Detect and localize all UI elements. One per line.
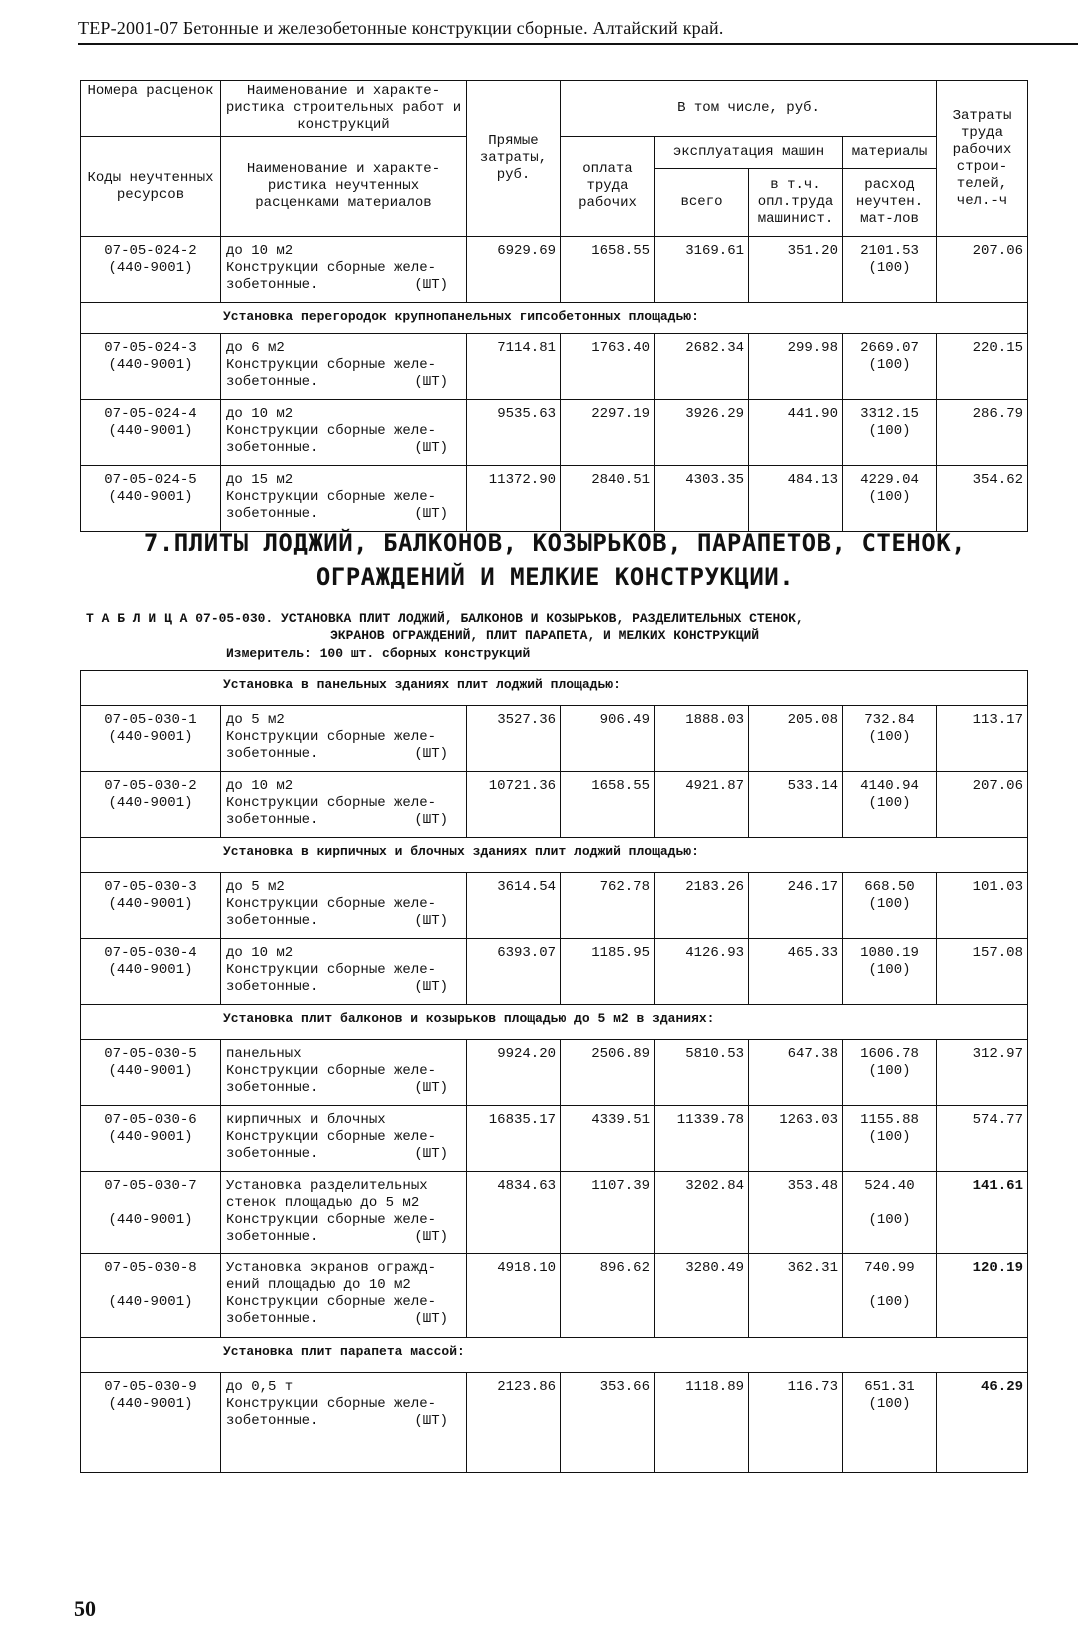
resource-code: (440-9001) [108, 1129, 193, 1145]
material-qty: (100) [868, 1129, 911, 1145]
machinist-pay: 353.48 [749, 1172, 843, 1254]
header-including: В том числе, руб. [561, 81, 937, 137]
labor-hours: 46.29 [937, 1373, 1028, 1473]
direct-cost: 10721.36 [467, 772, 561, 838]
section-title-line1: 7.ПЛИТЫ ЛОДЖИЙ, БАЛКОНОВ, КОЗЫРЬКОВ, ПАРАПЕТОВ, СТЕНОК, [143, 529, 967, 557]
work-name-cont: ений площадью до 10 м2 [226, 1277, 411, 1293]
rate-code: 07-05-030-1 [104, 712, 197, 728]
rate-code: 07-05-030-7 [104, 1178, 197, 1194]
material-name: Конструкции сборные желе- [226, 489, 437, 505]
direct-cost: 6929.69 [467, 237, 561, 303]
subheading: Установка плит парапета массой: [81, 1338, 1028, 1373]
work-name: до 5 м2 [226, 879, 285, 895]
table-row [81, 772, 1028, 838]
resource-code: (440-9001) [108, 962, 193, 978]
subheading: Установка плит балконов и козырьков площадью до 5 м2 в зданиях: [81, 1005, 1028, 1040]
materials-cost: 651.31 [864, 1379, 915, 1395]
unit: (ШТ) [414, 1311, 448, 1327]
material-qty: (100) [868, 795, 911, 811]
machine-total: 1888.03 [655, 706, 749, 772]
work-name: до 10 м2 [226, 945, 294, 961]
material-name: Конструкции сборные желе- [226, 1129, 437, 1145]
direct-cost: 16835.17 [467, 1106, 561, 1172]
worker-pay: 1107.39 [561, 1172, 655, 1254]
bottom-rate-table [80, 670, 1028, 1473]
materials-cost: 668.50 [864, 879, 915, 895]
worker-pay: 762.78 [561, 873, 655, 939]
machine-total: 3280.49 [655, 1254, 749, 1338]
work-name: кирпичных и блочных [226, 1112, 386, 1128]
resource-code: (440-9001) [108, 260, 193, 276]
labor-hours: 101.03 [937, 873, 1028, 939]
table-row [81, 334, 1028, 400]
rate-code: 07-05-030-2 [104, 778, 197, 794]
machine-total: 3169.61 [655, 237, 749, 303]
machine-total: 2682.34 [655, 334, 749, 400]
header-materials: материалы [843, 137, 937, 169]
rate-code: 07-05-024-5 [104, 472, 197, 488]
subheading: Установка в кирпичных и блочных зданиях плит лоджий площадью: [81, 838, 1028, 873]
materials-cost: 740.99 [864, 1260, 915, 1276]
section-title-line2: ОГРАЖДЕНИЙ И МЕЛКИЕ КОНСТРУКЦИИ. [315, 563, 795, 591]
worker-pay: 2506.89 [561, 1040, 655, 1106]
worker-pay: 896.62 [561, 1254, 655, 1338]
resource-code: (440-9001) [108, 489, 193, 505]
machinist-pay: 1263.03 [749, 1106, 843, 1172]
material-qty: (100) [868, 1294, 911, 1310]
material-name-cont: зобетонные. [226, 374, 319, 390]
worker-pay: 4339.51 [561, 1106, 655, 1172]
resource-code: (440-9001) [108, 1294, 193, 1310]
labor-hours: 141.61 [937, 1172, 1028, 1254]
machine-total: 3202.84 [655, 1172, 749, 1254]
rate-code: 07-05-030-3 [104, 879, 197, 895]
machine-total: 3926.29 [655, 400, 749, 466]
rate-code: 07-05-024-3 [104, 340, 197, 356]
work-name: до 15 м2 [226, 472, 294, 488]
material-name-cont: зобетонные. [226, 1146, 319, 1162]
labor-hours: 286.79 [937, 400, 1028, 466]
worker-pay: 1658.55 [561, 237, 655, 303]
machinist-pay: 441.90 [749, 400, 843, 466]
machine-total: 4921.87 [655, 772, 749, 838]
unit: (ШТ) [414, 1146, 448, 1162]
material-name-cont: зобетонные. [226, 1080, 319, 1096]
work-name: Установка разделительных [226, 1178, 428, 1194]
direct-cost: 2123.86 [467, 1373, 561, 1473]
subheading: Установка перегородок крупнопанельных гипсобетонных площадью: [81, 303, 1028, 334]
unit: (ШТ) [414, 1080, 448, 1096]
materials-cost: 732.84 [864, 712, 915, 728]
resource-code: (440-9001) [108, 729, 193, 745]
direct-cost: 11372.90 [467, 466, 561, 532]
table-caption-line2: ЭКРАНОВ ОГРАЖДЕНИЙ, ПЛИТ ПАРАПЕТА, И МЕЛКИХ КОНСТРУКЦИЙ [330, 628, 760, 643]
labor-hours: 120.19 [937, 1254, 1028, 1338]
page-number: 50 [74, 1596, 96, 1621]
direct-cost: 6393.07 [467, 939, 561, 1005]
material-qty: (100) [868, 1063, 911, 1079]
machine-total: 5810.53 [655, 1040, 749, 1106]
unit: (ШТ) [414, 1229, 448, 1245]
labor-hours: 574.77 [937, 1106, 1028, 1172]
machinist-pay: 465.33 [749, 939, 843, 1005]
direct-cost: 9924.20 [467, 1040, 561, 1106]
running-header: ТЕР-2001-07 Бетонные и железобетонные конструкции сборные. Алтайский край. [78, 18, 1078, 45]
unit: (ШТ) [414, 277, 448, 293]
material-qty: (100) [868, 729, 911, 745]
labor-hours: 207.06 [937, 772, 1028, 838]
resource-code: (440-9001) [108, 1396, 193, 1412]
labor-hours: 113.17 [937, 706, 1028, 772]
resource-code: (440-9001) [108, 423, 193, 439]
rate-code: 07-05-024-4 [104, 406, 197, 422]
work-name: до 5 м2 [226, 712, 285, 728]
labor-hours: 220.15 [937, 334, 1028, 400]
table-row [81, 706, 1028, 772]
material-qty: (100) [868, 1212, 911, 1228]
machinist-pay: 362.31 [749, 1254, 843, 1338]
table-row [81, 237, 1028, 303]
materials-cost: 4140.94 [860, 778, 919, 794]
material-name-cont: зобетонные. [226, 746, 319, 762]
table-caption-line1: Т А Б Л И Ц А 07-05-030. УСТАНОВКА ПЛИТ ЛОДЖИЙ, БАЛКОНОВ И КОЗЫРЬКОВ, РАЗДЕЛИТЕЛЬНЫХ СТЕНОК, [86, 611, 804, 626]
machine-total: 4303.35 [655, 466, 749, 532]
unit: (ШТ) [414, 812, 448, 828]
material-name: Конструкции сборные желе- [226, 795, 437, 811]
direct-cost: 3527.36 [467, 706, 561, 772]
material-qty: (100) [868, 962, 911, 978]
resource-code: (440-9001) [108, 1063, 193, 1079]
work-name: до 0,5 т [226, 1379, 294, 1395]
material-qty: (100) [868, 896, 911, 912]
table-row [81, 1040, 1028, 1106]
header-direct-costs: Прямые затраты, руб. [467, 81, 561, 237]
table-row [81, 1106, 1028, 1172]
work-name-cont: стенок площадью до 5 м2 [226, 1195, 420, 1211]
header-machine-use: эксплуатация машин [655, 137, 843, 169]
materials-cost: 1155.88 [860, 1112, 919, 1128]
top-rate-table [80, 80, 1028, 532]
machinist-pay: 351.20 [749, 237, 843, 303]
material-name: Конструкции сборные желе- [226, 896, 437, 912]
materials-cost: 2669.07 [860, 340, 919, 356]
material-qty: (100) [868, 423, 911, 439]
worker-pay: 1658.55 [561, 772, 655, 838]
material-name: Конструкции сборные желе- [226, 729, 437, 745]
materials-cost: 1606.78 [860, 1046, 919, 1062]
resource-code: (440-9001) [108, 1212, 193, 1228]
rate-code: 07-05-030-6 [104, 1112, 197, 1128]
header-material-name: Наименование и характе-ристика неучтенных расценками материалов [221, 137, 467, 237]
table-row [81, 873, 1028, 939]
rate-code: 07-05-030-5 [104, 1046, 197, 1062]
material-name-cont: зобетонные. [226, 979, 319, 995]
machine-total: 2183.26 [655, 873, 749, 939]
labor-hours: 157.08 [937, 939, 1028, 1005]
table-row [81, 939, 1028, 1005]
unit: (ШТ) [414, 1413, 448, 1429]
materials-cost: 4229.04 [860, 472, 919, 488]
material-name: Конструкции сборные желе- [226, 1063, 437, 1079]
unit: (ШТ) [414, 374, 448, 390]
work-name: панельных [226, 1046, 302, 1062]
materials-cost: 3312.15 [860, 406, 919, 422]
material-name-cont: зобетонные. [226, 506, 319, 522]
machinist-pay: 246.17 [749, 873, 843, 939]
machinist-pay: 205.08 [749, 706, 843, 772]
work-name: до 6 м2 [226, 340, 285, 356]
work-name: Установка экранов огражд- [226, 1260, 437, 1276]
table-row [81, 1373, 1028, 1473]
material-qty: (100) [868, 357, 911, 373]
unit: (ШТ) [414, 506, 448, 522]
work-name: до 10 м2 [226, 406, 294, 422]
materials-cost: 524.40 [864, 1178, 915, 1194]
rate-code: 07-05-030-4 [104, 945, 197, 961]
material-name-cont: зобетонные. [226, 1229, 319, 1245]
unit: (ШТ) [414, 979, 448, 995]
direct-cost: 3614.54 [467, 873, 561, 939]
header-labor-costs: Затраты труда рабочих строи-телей, чел.-ч [937, 81, 1028, 237]
header-machine-total: всего [655, 169, 749, 237]
worker-pay: 1185.95 [561, 939, 655, 1005]
resource-code: (440-9001) [108, 357, 193, 373]
subheading: Установка в панельных зданиях плит лоджий площадью: [81, 671, 1028, 706]
labor-hours: 312.97 [937, 1040, 1028, 1106]
resource-code: (440-9001) [108, 795, 193, 811]
header-work-name: Наименование и характе-ристика строительных работ и конструкций [221, 81, 467, 137]
material-name: Конструкции сборные желе- [226, 1294, 437, 1310]
materials-cost: 1080.19 [860, 945, 919, 961]
material-name: Конструкции сборные желе- [226, 1212, 437, 1228]
machine-total: 11339.78 [655, 1106, 749, 1172]
material-qty: (100) [868, 1396, 911, 1412]
table-row [81, 466, 1028, 532]
material-name: Конструкции сборные желе- [226, 1396, 437, 1412]
direct-cost: 7114.81 [467, 334, 561, 400]
material-name-cont: зобетонные. [226, 440, 319, 456]
worker-pay: 906.49 [561, 706, 655, 772]
header-material-usage: расход неучтен. мат-лов [843, 169, 937, 237]
material-qty: (100) [868, 489, 911, 505]
material-name: Конструкции сборные желе- [226, 423, 437, 439]
direct-cost: 4918.10 [467, 1254, 561, 1338]
material-name-cont: зобетонные. [226, 913, 319, 929]
rate-code: 07-05-030-8 [104, 1260, 197, 1276]
rate-code: 07-05-024-2 [104, 243, 197, 259]
measure-unit: Измеритель: 100 шт. сборных конструкций [226, 646, 531, 661]
material-name: Конструкции сборные желе- [226, 357, 437, 373]
work-name: до 10 м2 [226, 778, 294, 794]
unit: (ШТ) [414, 913, 448, 929]
direct-cost: 4834.63 [467, 1172, 561, 1254]
machinist-pay: 647.38 [749, 1040, 843, 1106]
labor-hours: 354.62 [937, 466, 1028, 532]
material-qty: (100) [868, 260, 911, 276]
work-name: до 10 м2 [226, 243, 294, 259]
unit: (ШТ) [414, 440, 448, 456]
header-rate-numbers: Номера расценок [81, 81, 221, 137]
machine-total: 4126.93 [655, 939, 749, 1005]
worker-pay: 1763.40 [561, 334, 655, 400]
machinist-pay: 533.14 [749, 772, 843, 838]
header-machinist-pay: в т.ч. опл.труда машинист. [749, 169, 843, 237]
unit: (ШТ) [414, 746, 448, 762]
worker-pay: 353.66 [561, 1373, 655, 1473]
labor-hours: 207.06 [937, 237, 1028, 303]
table-row [81, 1172, 1028, 1254]
table-row [81, 1254, 1028, 1338]
machinist-pay: 116.73 [749, 1373, 843, 1473]
machinist-pay: 299.98 [749, 334, 843, 400]
material-name: Конструкции сборные желе- [226, 260, 437, 276]
header-resource-codes: Коды неучтенных ресурсов [81, 137, 221, 237]
resource-code: (440-9001) [108, 896, 193, 912]
materials-cost: 2101.53 [860, 243, 919, 259]
machinist-pay: 484.13 [749, 466, 843, 532]
material-name-cont: зобетонные. [226, 812, 319, 828]
rate-code: 07-05-030-9 [104, 1379, 197, 1395]
material-name-cont: зобетонные. [226, 277, 319, 293]
header-worker-pay: оплата труда рабочих [561, 137, 655, 237]
machine-total: 1118.89 [655, 1373, 749, 1473]
direct-cost: 9535.63 [467, 400, 561, 466]
material-name-cont: зобетонные. [226, 1311, 319, 1327]
table-row [81, 400, 1028, 466]
material-name-cont: зобетонные. [226, 1413, 319, 1429]
worker-pay: 2297.19 [561, 400, 655, 466]
material-name: Конструкции сборные желе- [226, 962, 437, 978]
worker-pay: 2840.51 [561, 466, 655, 532]
